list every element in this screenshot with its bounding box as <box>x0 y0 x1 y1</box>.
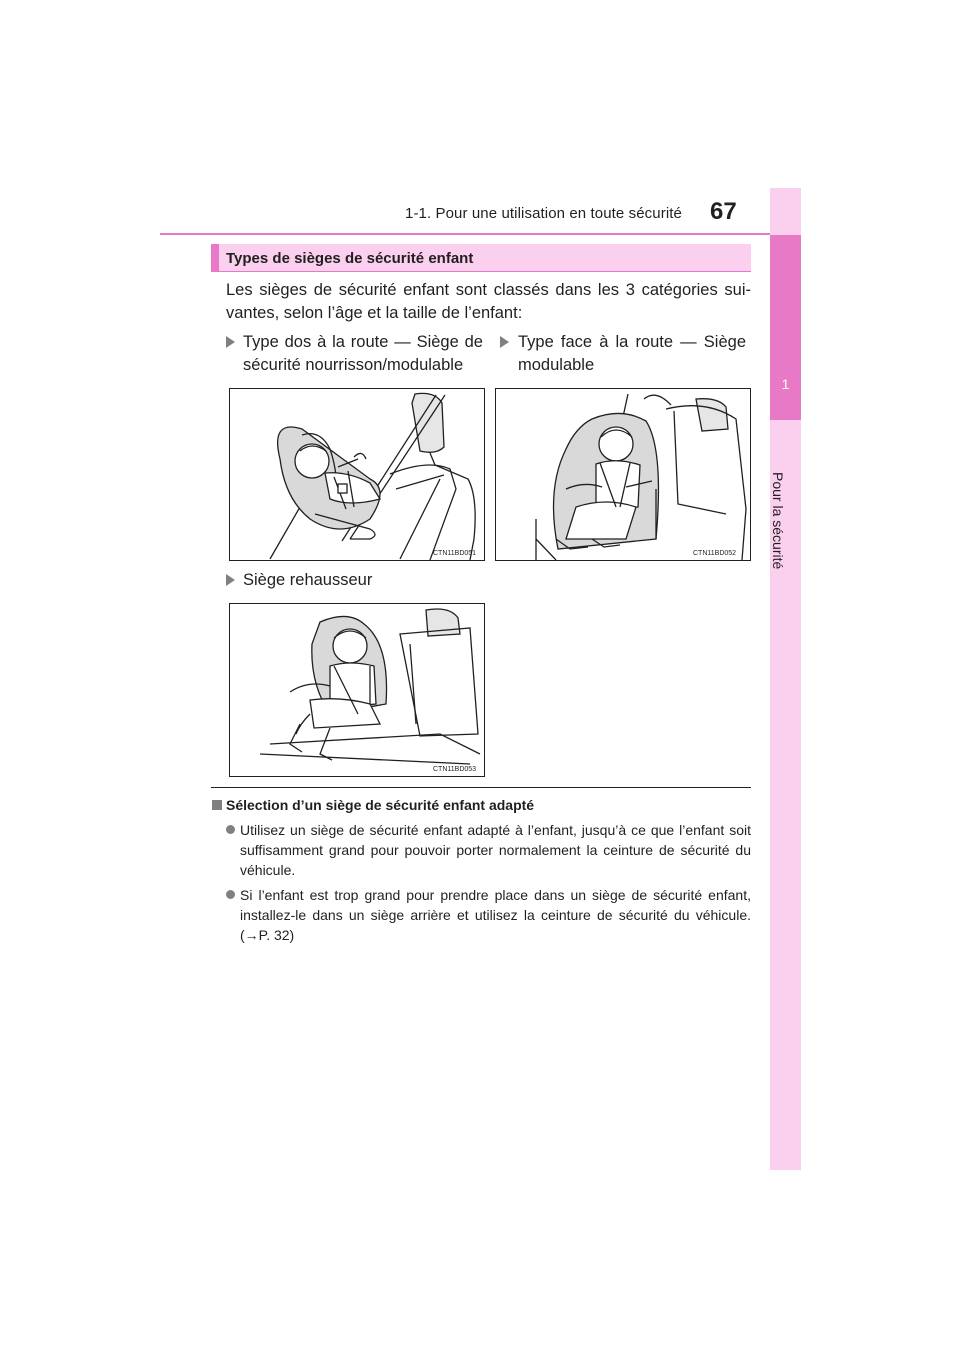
running-header: 1-1. Pour une utilisation en toute sécurité <box>405 205 682 222</box>
type-caption-forward-facing: Type face à la route — Siège modulable <box>518 333 746 374</box>
header-rule <box>160 233 800 235</box>
figure-code: CTN11BD051 <box>433 550 477 557</box>
chapter-number: 1 <box>781 376 790 392</box>
type-caption-rear-facing: Type dos à la route — Siège de sécurité nourrisson/modulable <box>243 333 483 374</box>
figure-forward-facing-seat <box>495 388 751 561</box>
figure-rear-facing-seat <box>229 388 485 561</box>
section-heading: Types de sièges de sécurité enfant <box>226 250 474 267</box>
section-heading-accent <box>211 244 219 272</box>
intro-paragraph: Les sièges de sécurité enfant sont classés dans les 3 catégories sui-vantes, selon l’âge et la taille de l’enfant: <box>226 281 751 322</box>
note-title: Sélection d’un siège de sécurité enfant adapté <box>226 797 535 813</box>
square-bullet-icon <box>212 800 222 810</box>
triangle-bullet-icon <box>226 574 235 586</box>
note-item: Si l’enfant est trop grand pour prendre place dans un siège de sécurité enfant, installez-le dans un siège arrière et utilisez la ceinture de sécurité du véhicule. (→P. 32) <box>240 887 751 943</box>
triangle-bullet-icon <box>500 336 509 348</box>
chapter-label: Pour la sécurité <box>770 472 786 570</box>
booster-seat-illustration <box>230 604 484 776</box>
figure-code: CTN11BD053 <box>433 766 477 773</box>
type-caption-booster: Siège rehausseur <box>243 571 373 589</box>
note-item: Utilisez un siège de sécurité enfant adapté à l’enfant, jusqu’à ce que l’enfant soit suffisamment grand pour pouvoir porter normalement la ceinture de sécurité du véhicule. <box>240 822 751 878</box>
round-bullet-icon <box>226 825 235 834</box>
round-bullet-icon <box>226 890 235 899</box>
forward-facing-seat-illustration <box>496 389 750 560</box>
triangle-bullet-icon <box>226 336 235 348</box>
page-number: 67 <box>710 198 737 225</box>
chapter-number-box <box>770 235 801 420</box>
figure-code: CTN11BD052 <box>693 550 737 557</box>
rear-facing-seat-illustration <box>230 389 484 560</box>
section-divider <box>211 787 751 788</box>
figure-booster-seat <box>229 603 485 777</box>
